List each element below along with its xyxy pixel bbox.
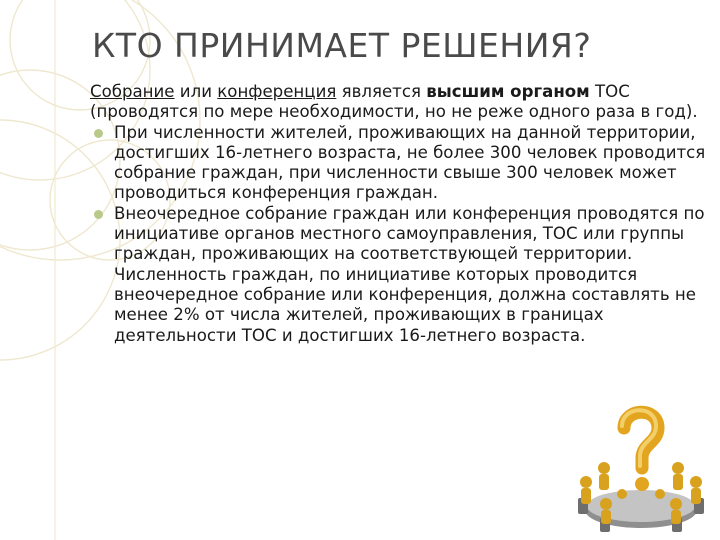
- bullet-dot-icon: [94, 129, 103, 138]
- bullet-text-2: Внеочередное собрание граждан или конференция проводятся по инициативе органов местного самоуправления, ТОС или группы граждан, проживающих на соответствующей территории. Численность граждан, по инициативе которых проводится внеочередное собрание или конференция, должна составлять не менее 2% от числа жителей, проживающих в границах деятельности ТОС и достигших 16-летнего возраста.: [114, 203, 705, 345]
- bullet-item-2: [90, 204, 712, 346]
- bullet-text-1: При численности жителей, проживающих на данной территории, достигших 16-летнего возраста, не более 300 человек проводится собрание граждан, при численности свыше 300 человек может проводиться конференция граждан.: [114, 122, 706, 203]
- intro-word-konferentsiya: конференция: [217, 82, 337, 101]
- intro-text-3: ТОС (проводятся по мере необходимости, но не реже одного раза в год).: [90, 82, 698, 122]
- intro-bold-highest-body: высшим органом: [426, 82, 590, 101]
- intro-paragraph: [90, 82, 712, 123]
- people-around-table-question-mark-illustration: [566, 398, 716, 538]
- bullet-item-1: [90, 123, 712, 204]
- slide-body: [90, 82, 712, 346]
- slide-title: КТО ПРИНИМАЕТ РЕШЕНИЯ?: [92, 26, 592, 65]
- intro-text-2: является: [336, 82, 427, 101]
- intro-word-sobranie: Собрание: [90, 82, 175, 101]
- bullet-dot-icon: [94, 210, 103, 219]
- intro-text-1: или: [174, 82, 218, 101]
